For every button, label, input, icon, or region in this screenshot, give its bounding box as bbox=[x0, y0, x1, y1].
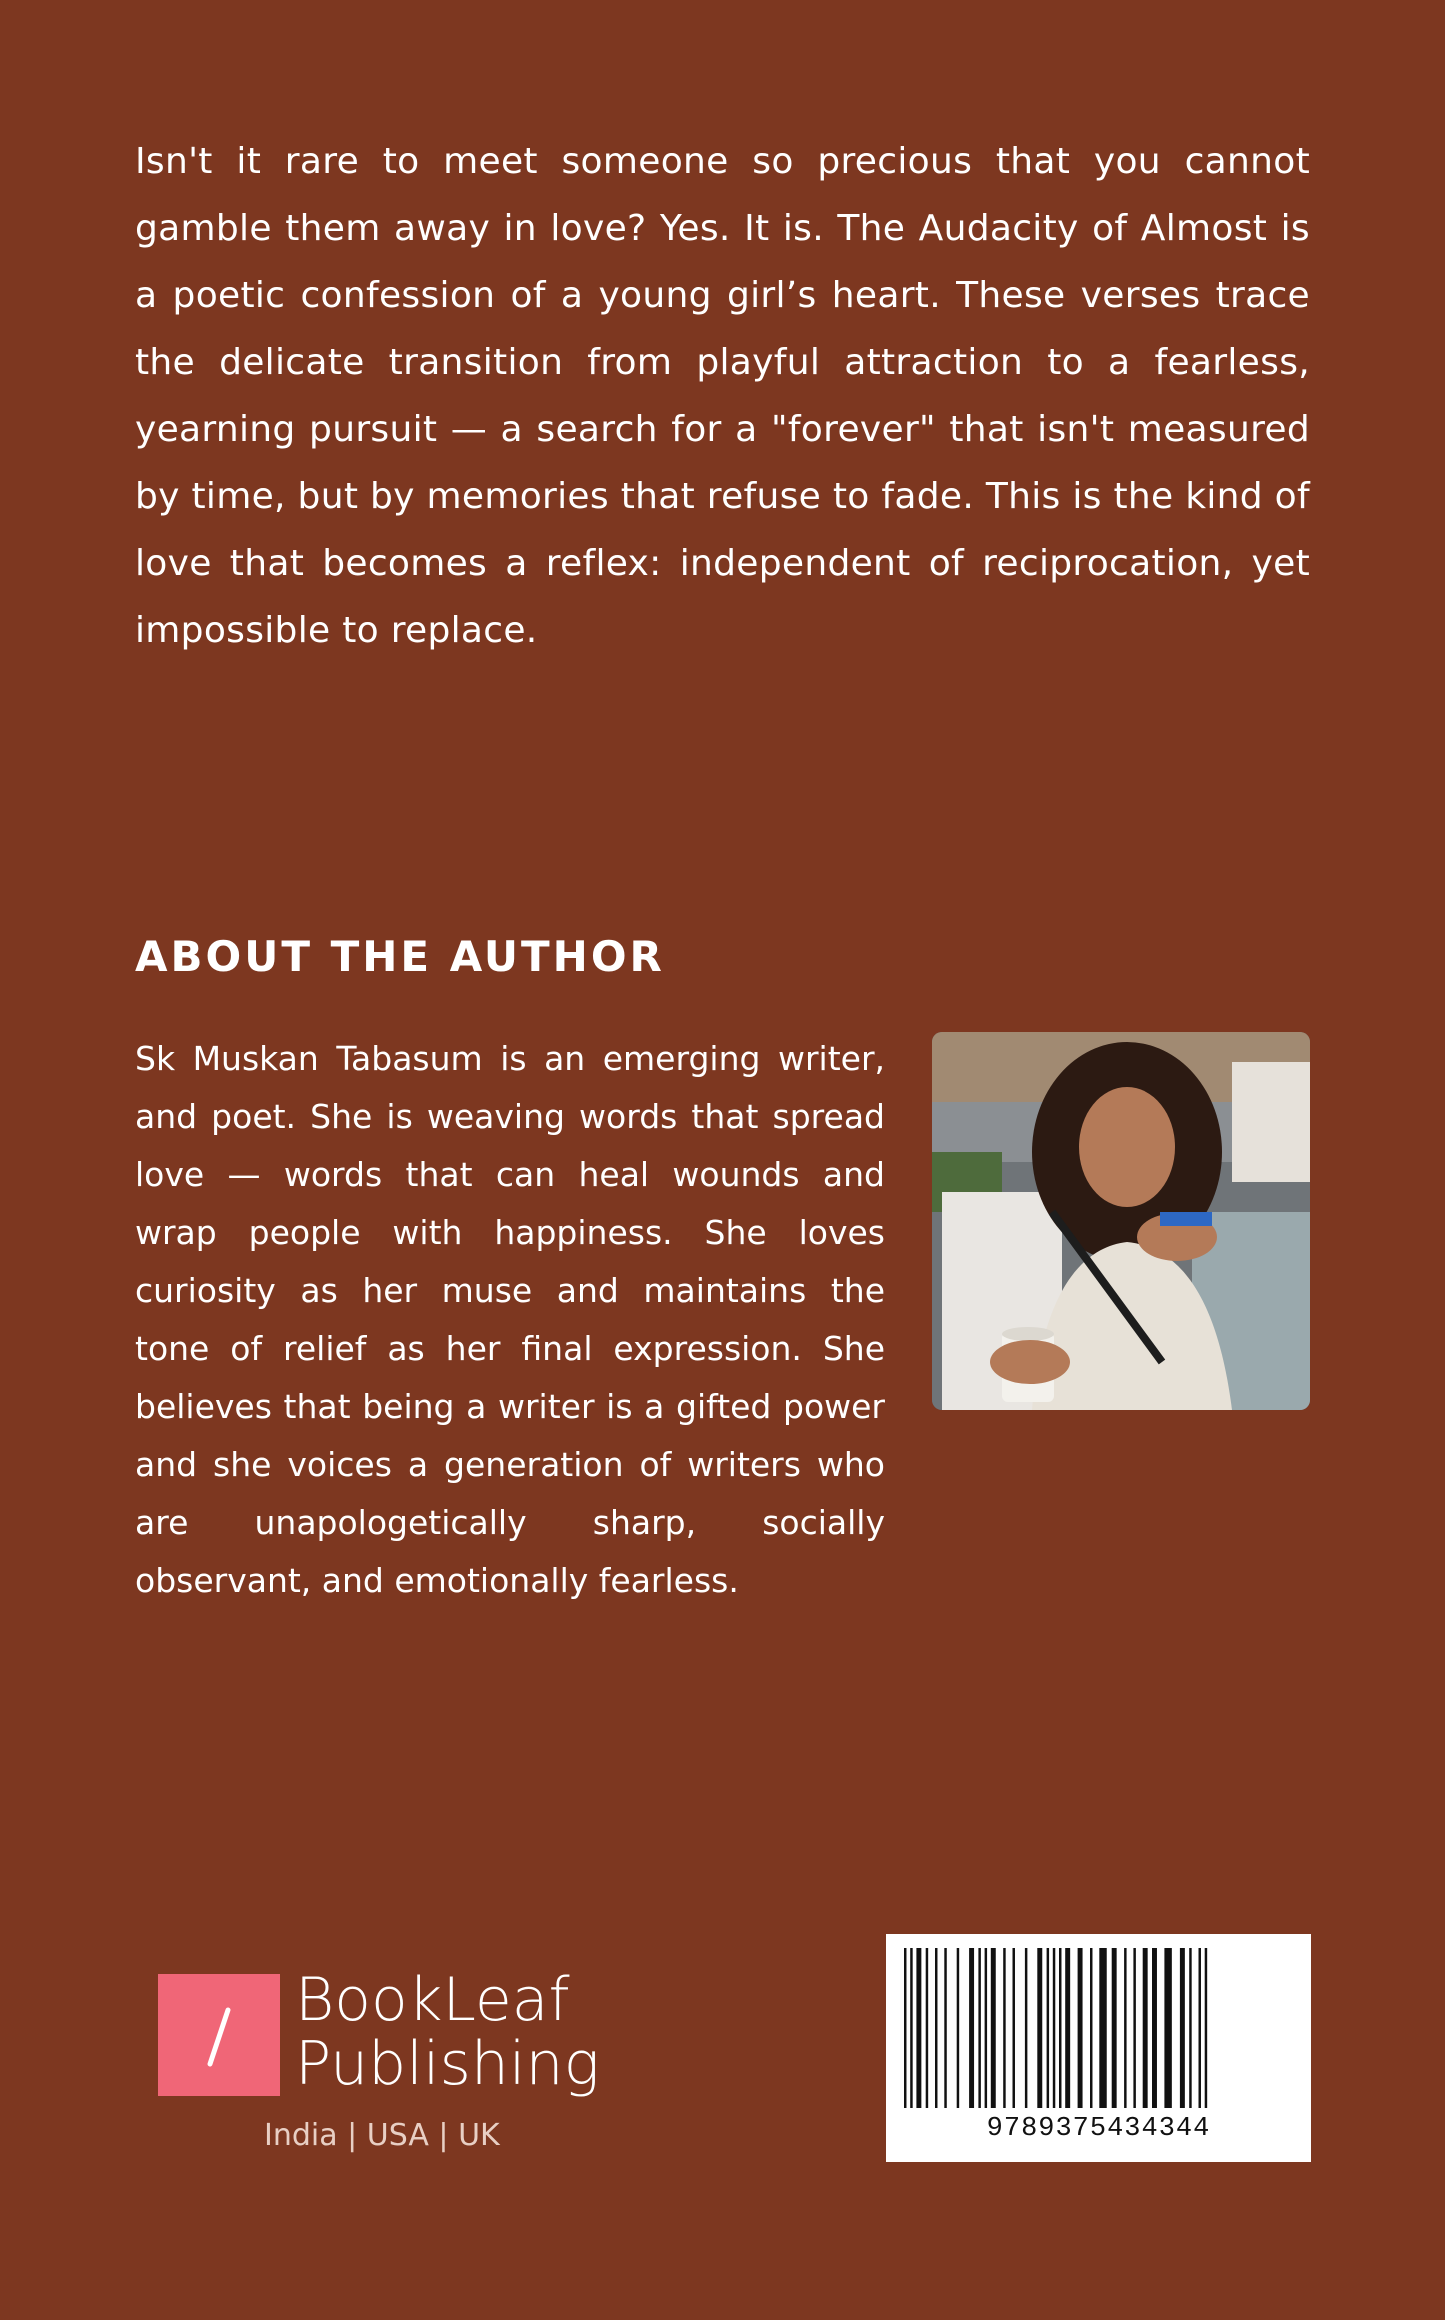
about-author-heading: ABOUT THE AUTHOR bbox=[135, 932, 665, 981]
book-blurb: Isn't it rare to meet someone so precious that you cannot gamble them away in love? Yes. It is. The Audacity of Almost is a poetic confession of a young girl’s heart. These verses trace the delicate transition from playful attraction to a fearless, yearning pursuit — a search for a "forever" that isn't measured by time, but by memories that refuse to fade. This is the kind of love that becomes a reflex: independent of reciprocation, yet impossible to replace. bbox=[135, 141, 1310, 651]
publisher-name-line2: Publishing bbox=[295, 2029, 600, 2099]
publisher-name-line1: BookLeaf bbox=[295, 1965, 570, 2035]
publisher-logo bbox=[158, 1965, 618, 2153]
author-bio: Sk Muskan Tabasum is an emerging writer, and poet. She is weaving words that spread love — words that can heal wounds and wrap people with happiness. She loves curiosity as her muse and maintains the tone of relief as her final expression. She believes that being a writer is a gifted power and she voices a generation of writers who are unapologetically sharp, socially observant, and emotionally fearless. bbox=[135, 1039, 885, 1600]
publisher-regions: India | USA | UK bbox=[264, 2118, 500, 2153]
isbn-barcode bbox=[886, 1934, 1311, 2162]
author-photo bbox=[932, 1032, 1310, 1410]
isbn-number: 9789375434344 bbox=[986, 2114, 1211, 2144]
barcode-bars-icon bbox=[900, 1948, 1297, 2108]
bookleaf-slash-icon bbox=[158, 1974, 280, 2096]
